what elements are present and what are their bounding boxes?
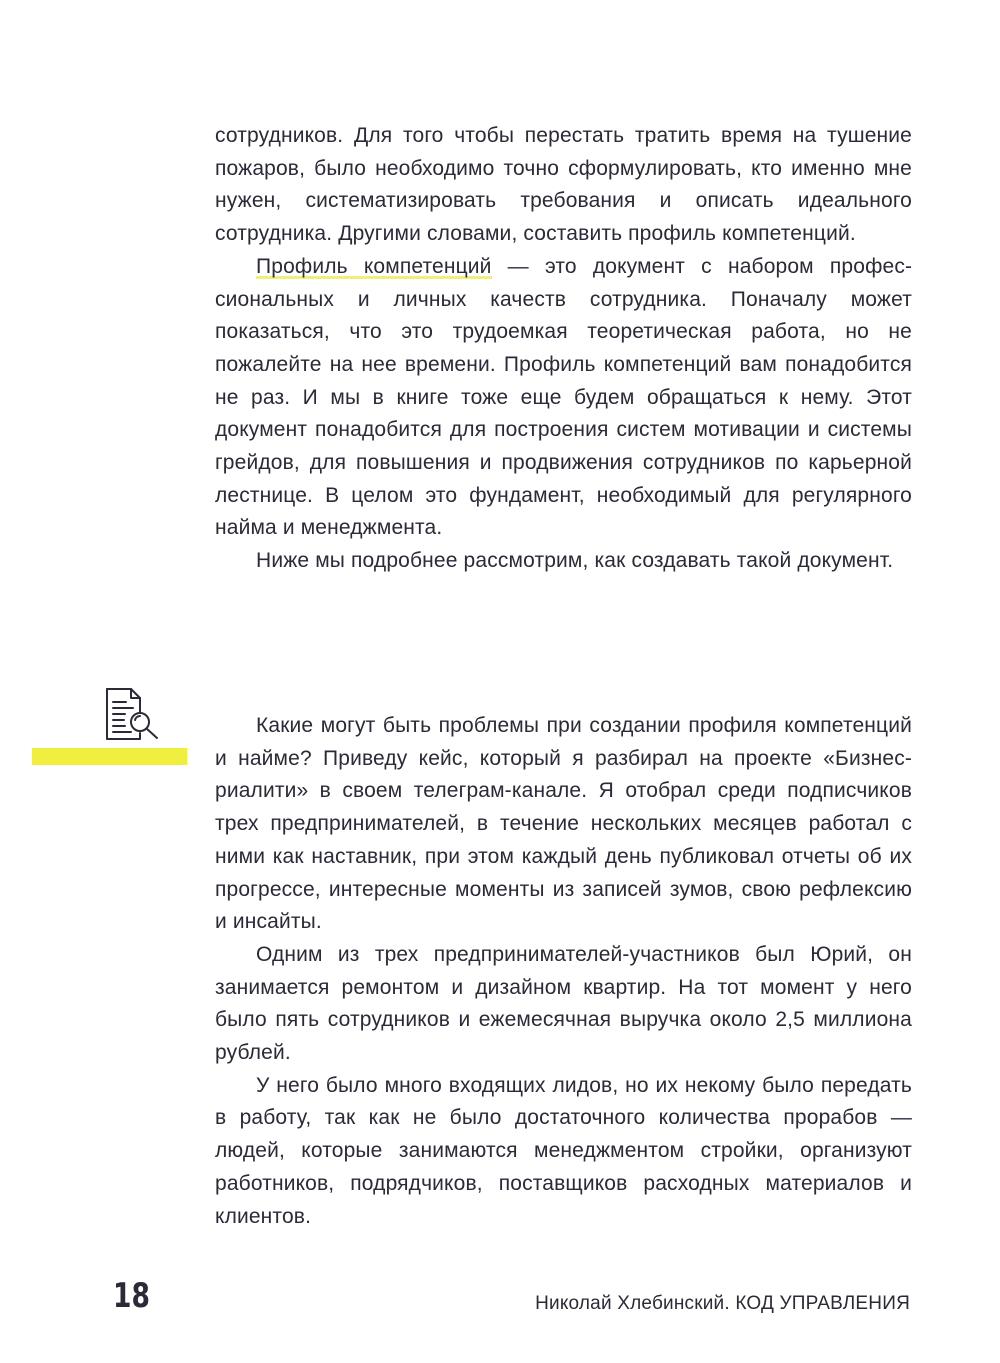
- case-paragraph-2: Одним из трех предпринимателей-участников был Юрий, он занимается ремонтом и дизайном квартир. На тот момент у него было пять сотрудников и ежемесячная выручка около 2,5 миллиона рублей.: [215, 942, 912, 1065]
- document-magnifier-icon: [103, 686, 161, 742]
- footer-book-title: Николай Хлебинский. КОД УПРАВЛЕНИЯ: [535, 1293, 910, 1314]
- case-paragraph-3: У него было много входящих лидов, но их некому было передать в работу, так как не было достаточного количества прорабов — людей, которые занимаются менеджментом стройки, организуют работников, подрядчиков, поставщиков расходных материалов и клиентов.: [215, 1073, 912, 1228]
- paragraph-intro-continued: сотрудников. Для того чтобы перестать тратить время на тушение пожаров, было необходимо точно сформулировать, кто именно мне нужен, систематизировать требования и описать идеального сотрудника. Другими словами, составить профиль компетенций.: [215, 124, 912, 246]
- page-number: 18: [113, 1276, 150, 1316]
- paragraph-definition: [215, 251, 912, 545]
- accent-bar: [32, 748, 187, 765]
- paragraph-next: Ниже мы подробнее рассмотрим, как создавать такой документ.: [256, 549, 894, 573]
- definition-text: — это документ с набором профессиональных и личных качеств сотрудника. Поначалу может показаться, что это трудоемкая теоретическая работа, но не пожалейте на нее времени. Профиль компетенций вам понадобится не раз. И мы в книге тоже еще будем обращаться к нему. Этот документ понадобится для построения систем мотивации и системы грейдов, для повышения и продвижения сотрудников по карьерной лестнице. В целом это фундамент, необходимый для регулярного найма и менеджмента.: [215, 254, 912, 540]
- highlighted-term: Профиль компетенций: [256, 254, 492, 278]
- section-top: [215, 120, 912, 578]
- case-paragraph-1: Какие могут быть проблемы при создании профиля компетенций и найме? Приведу кейс, который я разбирал на проекте «Бизнес-риалити» в своем телеграм-канале. Я отобрал среди подписчиков трех предпринимателей, в течение нескольких месяцев работал с ними как наставник, при этом каждый день публиковал отчеты об их прогрессе, интересные моменты из записей зумов, свою рефлексию и инсайты.: [215, 714, 912, 934]
- case-section: [215, 710, 912, 1233]
